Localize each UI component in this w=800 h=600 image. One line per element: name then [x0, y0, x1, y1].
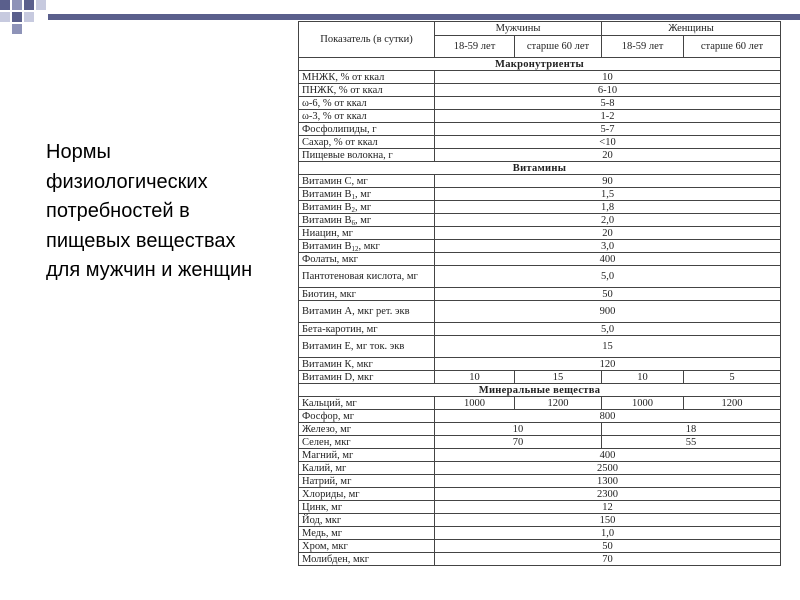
table-row: [299, 540, 781, 553]
row-name: Витамин К, мкг: [299, 358, 435, 371]
table-row: [299, 462, 781, 475]
row-value: 5: [684, 371, 781, 384]
row-value-men: 70: [435, 436, 602, 449]
table-row: [299, 336, 781, 358]
table-row: [299, 371, 781, 384]
row-value-text: 6-10: [597, 84, 618, 96]
row-value: [435, 71, 781, 84]
row-value-text: 2300: [597, 488, 619, 500]
row-value: [435, 449, 781, 462]
row-value: 1000: [602, 397, 684, 410]
deco-square-6: [24, 12, 34, 22]
table-row: [299, 358, 781, 371]
slide-title: Нормы физиологических потребностей в пищевых веществах для мужчин и женщин: [46, 141, 253, 281]
table-row: [299, 175, 781, 188]
row-value: [435, 240, 781, 253]
row-value-text: 90: [602, 175, 613, 187]
row-value: [435, 188, 781, 201]
row-value-text: 800: [599, 410, 616, 422]
table-row: [299, 149, 781, 162]
row-value-text: 1-2: [600, 110, 615, 122]
row-value-text: 15: [602, 341, 613, 352]
row-value-text: 5-7: [600, 123, 615, 135]
row-value: [435, 301, 781, 323]
row-value-text: 20: [602, 149, 613, 161]
row-name: Фосфор, мг: [299, 410, 435, 423]
row-value: 1200: [684, 397, 781, 410]
row-value: [435, 253, 781, 266]
section-title: Витамины: [299, 162, 781, 175]
row-value: [435, 214, 781, 227]
table-row: [299, 475, 781, 488]
header-men-18-59: 18-59 лет: [435, 36, 515, 58]
row-value-text: 120: [599, 358, 616, 370]
deco-top-bar: [48, 14, 800, 20]
row-value: [435, 501, 781, 514]
row-name: [299, 201, 435, 214]
row-name: Пищевые волокна, г: [299, 149, 435, 162]
row-name: Хром, мкг: [299, 540, 435, 553]
table-row: [299, 501, 781, 514]
row-value: 15: [515, 371, 602, 384]
row-name: [299, 240, 435, 253]
deco-square-1: [0, 0, 10, 10]
row-value-text: 2,0: [600, 214, 615, 226]
row-name: Биотин, мкг: [299, 288, 435, 301]
header-indicator: Показатель (в сутки): [299, 22, 435, 58]
table-row: [299, 214, 781, 227]
deco-square-3: [24, 0, 34, 10]
row-name: Витамин А, мкг рет. экв: [299, 301, 435, 323]
table-row: [299, 323, 781, 336]
deco-square-4: [0, 12, 10, 22]
table-row: [299, 110, 781, 123]
row-value-text: 5,0: [600, 271, 615, 282]
section-row: [299, 162, 781, 175]
table-row: [299, 227, 781, 240]
row-name: Фолаты, мкг: [299, 253, 435, 266]
table-row: [299, 514, 781, 527]
row-name: Ниацин, мг: [299, 227, 435, 240]
row-value: 10: [602, 371, 684, 384]
row-value: [435, 358, 781, 371]
row-value: [435, 123, 781, 136]
table-row: [299, 240, 781, 253]
table-row: [299, 423, 781, 436]
row-value-text: 2500: [597, 462, 619, 474]
table-row: [299, 527, 781, 540]
row-name: Пантотеновая кислота, мг: [299, 266, 435, 288]
row-name: ПНЖК, % от ккал: [299, 84, 435, 97]
table-row: [299, 553, 781, 566]
table-row: [299, 266, 781, 288]
row-value: [435, 514, 781, 527]
deco-square-7: [12, 24, 22, 34]
table-row: [299, 488, 781, 501]
row-value: [435, 475, 781, 488]
table-body: [299, 58, 781, 566]
table-row: [299, 71, 781, 84]
row-value-text: 150: [599, 514, 616, 526]
row-value: 1200: [515, 397, 602, 410]
row-name: Натрий, мг: [299, 475, 435, 488]
row-value-text: 3,0: [600, 240, 615, 252]
row-name-unit: , мг: [355, 214, 372, 226]
row-name-unit: , мг: [355, 188, 372, 200]
row-value-text: 20: [602, 227, 613, 239]
row-name-subscript: 12: [351, 244, 359, 253]
row-value-text: 10: [602, 71, 613, 83]
table-row: [299, 201, 781, 214]
row-value-text: 50: [602, 288, 613, 300]
row-name: Кальций, мг: [299, 397, 435, 410]
row-value: [435, 336, 781, 358]
row-value: [435, 288, 781, 301]
row-name-text: Витамин В: [302, 201, 352, 213]
row-name-text: Витамин В: [302, 240, 352, 252]
row-value-text: 1,5: [600, 188, 615, 200]
deco-square-8: [36, 0, 46, 10]
row-name: [299, 188, 435, 201]
deco-square-5: [12, 12, 22, 22]
row-value: [435, 266, 781, 288]
row-value: [435, 540, 781, 553]
header-men: Мужчины: [435, 22, 602, 36]
row-value: [435, 227, 781, 240]
row-name: Фосфолипиды, г: [299, 123, 435, 136]
table-row: [299, 97, 781, 110]
row-name: [299, 214, 435, 227]
row-value-text: 1,0: [600, 527, 615, 539]
row-name: Молибден, мкг: [299, 553, 435, 566]
header-women-60-plus: старше 60 лет: [684, 36, 781, 58]
header-women-18-59: 18-59 лет: [602, 36, 684, 58]
row-name: Витамин D, мкг: [299, 371, 435, 384]
row-value-text: 400: [599, 449, 616, 461]
row-name: МНЖК, % от ккал: [299, 71, 435, 84]
row-value-text: 1300: [597, 475, 619, 487]
deco-square-2: [12, 0, 22, 10]
row-value: [435, 110, 781, 123]
row-name: Цинк, мг: [299, 501, 435, 514]
nutrient-norms-table-wrap: [298, 21, 780, 566]
row-value: 10: [435, 371, 515, 384]
row-value: [435, 553, 781, 566]
table-row: [299, 123, 781, 136]
row-value-text: 1,8: [600, 201, 615, 213]
nutrient-norms-table: [298, 21, 781, 566]
row-name: Магний, мг: [299, 449, 435, 462]
table-row: [299, 84, 781, 97]
row-value: [435, 175, 781, 188]
row-value-text: 12: [602, 501, 613, 513]
row-value-text: 400: [599, 253, 616, 265]
row-name: Медь, мг: [299, 527, 435, 540]
row-value-women: 18: [602, 423, 781, 436]
header-men-60-plus: старше 60 лет: [515, 36, 602, 58]
table-row: [299, 301, 781, 323]
row-name-text: Витамин В: [302, 214, 352, 226]
row-value-text: 5,0: [600, 323, 615, 335]
row-value: [435, 149, 781, 162]
section-row: [299, 58, 781, 71]
row-name: Хлориды, мг: [299, 488, 435, 501]
table-row: [299, 449, 781, 462]
row-name: Йод, мкг: [299, 514, 435, 527]
table-row: [299, 136, 781, 149]
table-row: [299, 253, 781, 266]
row-name: Бета-каротин, мг: [299, 323, 435, 336]
section-row: [299, 384, 781, 397]
row-value-text: 5-8: [600, 97, 615, 109]
row-name: ω-6, % от ккал: [299, 97, 435, 110]
table-row: [299, 288, 781, 301]
table-row: [299, 436, 781, 449]
row-value: [435, 323, 781, 336]
row-value-women: 55: [602, 436, 781, 449]
row-name: Селен, мкг: [299, 436, 435, 449]
row-value: [435, 84, 781, 97]
section-title: Макронутриенты: [299, 58, 781, 71]
row-value-men: 10: [435, 423, 602, 436]
row-value: [435, 488, 781, 501]
row-value: [435, 462, 781, 475]
row-name-subscript: 1: [351, 192, 356, 201]
row-value-text: 900: [599, 306, 616, 317]
row-value-text: 70: [602, 553, 613, 565]
row-name: Калий, мг: [299, 462, 435, 475]
section-title: Минеральные вещества: [299, 384, 781, 397]
row-name-subscript: 2: [351, 205, 356, 214]
row-value: [435, 201, 781, 214]
row-value-text: <10: [599, 136, 616, 148]
row-name: Витамин Е, мг ток. экв: [299, 336, 435, 358]
row-value: [435, 136, 781, 149]
row-name: Витамин С, мг: [299, 175, 435, 188]
row-value: [435, 410, 781, 423]
header-women: Женщины: [602, 22, 781, 36]
row-value: [435, 97, 781, 110]
table-row: [299, 397, 781, 410]
row-name-subscript: 6: [351, 218, 356, 227]
table-row: [299, 410, 781, 423]
row-name-text: Витамин В: [302, 188, 352, 200]
row-value: 1000: [435, 397, 515, 410]
row-name: ω-3, % от ккал: [299, 110, 435, 123]
row-name: Железо, мг: [299, 423, 435, 436]
table-row: [299, 188, 781, 201]
row-name-unit: , мкг: [358, 240, 380, 252]
row-name: Сахар, % от ккал: [299, 136, 435, 149]
row-value-text: 50: [602, 540, 613, 552]
row-name-unit: , мг: [355, 201, 372, 213]
row-value: [435, 527, 781, 540]
